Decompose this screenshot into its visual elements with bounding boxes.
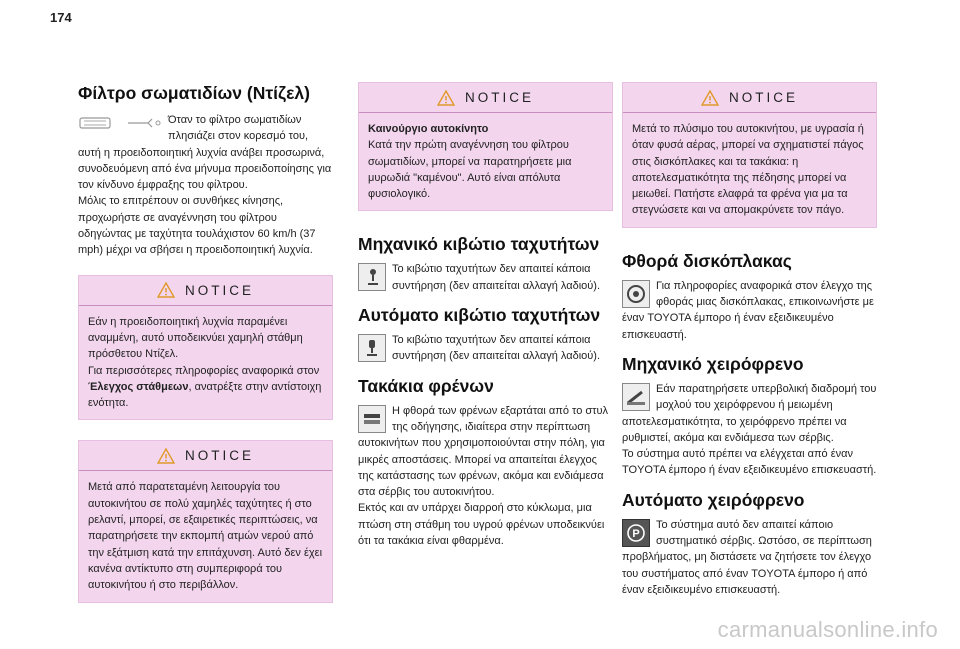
section-title-particle-filter: Φίλτρο σωματιδίων (Ντίζελ)	[78, 83, 310, 103]
dpf-icons	[78, 112, 162, 134]
brake-discs-block	[622, 278, 877, 343]
notice-header	[359, 83, 612, 113]
brake-discs-text: Για πληροφορίες αναφορικά στον έλεγχο της φθοράς μιας δισκόπλακας, επικοινωνήστε με έναν TOYOTA έμπορο ή έναν εξειδικευμένο επισκευαστή.	[622, 279, 874, 341]
automatic-gearbox-block	[358, 332, 613, 365]
warning-triangle-icon	[157, 448, 175, 464]
notice-box-new-vehicle	[358, 82, 613, 211]
manual-gearbox-icon	[358, 263, 386, 291]
parking-brake-lever-icon	[622, 383, 650, 411]
parking-brake-text: Εάν παρατηρήσετε υπερβολική διαδρομή του μοχλού του χειρόφρενου ή μειωμένη αποτελεσματικότητα, το χειρόφρενο πρέπει να ρυθμιστεί, ακόμα και ενδιάμεσα των σέρβις.	[622, 382, 877, 444]
column-3	[622, 82, 877, 598]
dpf-warning-icon	[78, 112, 162, 134]
notice-new-vehicle-text: Κατά την πρώτη αναγέννηση του φίλτρου σωματιδίων, μπορεί να παρατηρήσετε μια μυρωδιά "καμένου". Αυτό είναι απόλυτα φυσιολογικό.	[368, 139, 572, 201]
svg-text:P: P	[632, 527, 640, 540]
parking-brake-text-2: Το σύστημα αυτό πρέπει να ελέγχεται από έναν TOYOTA έμπορο ή έναν εξειδικευμένο επισκευαστή.	[622, 448, 877, 477]
manual-gearbox-block	[358, 261, 613, 294]
section-title-automatic-gearbox: Αυτόματο κιβώτιο ταχυτήτων	[358, 305, 601, 326]
particle-filter-intro	[78, 112, 333, 259]
reference-link-level-check: Έλεγχος στάθμεων	[88, 380, 189, 393]
reference-suffix: , ανατρέξτε στην αντίστοιχη ενότητα.	[88, 380, 322, 410]
column-2	[358, 82, 613, 549]
manual-gearbox-text: Το κιβώτιο ταχυτήτων δεν απαιτεί κάποια συντήρηση (δεν απαιτείται αλλαγή λαδιού).	[392, 263, 601, 292]
electric-parking-brake-icon	[622, 519, 650, 547]
warning-triangle-icon	[701, 90, 719, 106]
brake-pads-block	[358, 403, 613, 550]
notice-water-vapour-text: Μετά από παρατεταμένη λειτουργία του αυτοκινήτου σε πολύ χαμηλές ταχύτητες ή στο ρελαντί, μπορεί, σε εξαιρετικές περιπτώσεις, να παρατηρήσετε την εκπομπή ατμών νερού από την εξάτμιση κατά την επιτάχυνση. Αυτό δεν έχει κανένα αντίκτυπο στη συμπεριφορά του αυτοκινήτου ή στο περιβάλλον.	[88, 481, 323, 592]
notice-body	[88, 314, 323, 412]
section-title-manual-gearbox: Μηχανικό κιβώτιο ταχυτήτων	[358, 234, 600, 255]
section-title-brake-discs: Φθορά δισκόπλακας	[622, 250, 792, 271]
notice-header	[623, 83, 876, 113]
column-1	[78, 82, 333, 603]
brake-disc-icon	[622, 280, 650, 308]
notice-label: NOTICE	[184, 282, 254, 298]
notice-label: NOTICE	[184, 448, 254, 464]
section-title-brake-pads: Τακάκια φρένων	[358, 375, 494, 396]
brake-pads-text: Η φθορά των φρένων εξαρτάται από το στυλ της οδήγησης, ιδιαίτερα στην περίπτωση αυτοκινήτων που χρησιμοποιούνται στην πόλη, για μικρές αποστάσεις. Μπορεί να απαιτείται έλεγχος της κατάστασης των φρένων, ακόμα και ενδιάμεσα στα σέρβις του αυτοκινήτου.	[358, 404, 609, 499]
section-title-electric-parking-brake: Αυτόματο χειρόφρενο	[622, 489, 805, 510]
notice-box-ice	[622, 82, 877, 228]
automatic-gearbox-icon	[358, 334, 386, 362]
notice-header	[79, 441, 332, 471]
brake-pad-icon	[358, 405, 386, 433]
notice-ice-text: Μετά το πλύσιμο του αυτοκινήτου, με υγρασία ή όταν φυσά αέρας, μπορεί να σχηματιστεί πάγος στις δισκόπλακες και τα τακάκια: η αποτελεσματικότητα της πέδησης μπορεί να μειωθεί. Πατήστε ελαφρά τα φρένα για μα τα στεγνώσετε και να απομακρύνετε τον πάγο.	[632, 123, 864, 217]
notice-box-water-vapour	[78, 440, 333, 602]
parking-brake-block	[622, 381, 877, 479]
electric-parking-brake-block	[622, 517, 877, 598]
notice-new-vehicle-heading: Καινούργιο αυτοκίνητο	[368, 123, 489, 135]
reference-prefix: Για περισσότερες πληροφορίες αναφορικά στον	[88, 364, 320, 377]
notice-additive-text: Εάν η προειδοποιητική λυχνία παραμένει αναμμένη, αυτό υποδεικνύει χαμηλή στάθμη πρόσθετου Ντίζελ.	[88, 315, 303, 361]
warning-triangle-icon	[157, 282, 175, 298]
notice-box-additive	[78, 275, 333, 421]
notice-header	[79, 276, 332, 306]
electric-parking-brake-text: Το σύστημα αυτό δεν απαιτεί κάποιο συστηματικό σέρβις. Ωστόσο, σε περίπτωση προβλήματος, μη διστάσετε να ζητήσετε τον έλεγχο του συστήματος από έναν TOYOTA έμπορο ή από έναν εξειδικευμένο επισκευαστή.	[622, 518, 872, 596]
notice-label: NOTICE	[728, 90, 798, 105]
notice-additive-reference	[88, 363, 323, 412]
notice-label: NOTICE	[464, 90, 534, 105]
brake-pads-text-2: Εκτός και αν υπάρχει διαρροή στο κύκλωμα, μια πτώση στη στάθμη του υγρού φρένων υποδεικνύει ότι τα τακάκια είναι φθαρμένα.	[358, 502, 605, 548]
warning-triangle-icon	[437, 90, 455, 106]
page-number: 174	[50, 10, 72, 25]
particle-filter-regeneration-text: Μόλις το επιτρέπουν οι συνθήκες κίνησης, προχωρήστε σε αναγέννηση του φίλτρου οδηγώντας με ταχύτητα τουλάχιστον 60 km/h (37 mph) μέχρι να σβήσει η προειδοποιητική λυχνία.	[78, 195, 316, 257]
automatic-gearbox-text: Το κιβώτιο ταχυτήτων δεν απαιτεί κάποια συντήρηση (δεν απαιτείται αλλαγή λαδιού).	[392, 334, 601, 363]
notice-body	[368, 121, 603, 202]
section-title-parking-brake: Μηχανικό χειρόφρενο	[622, 353, 804, 374]
watermark: carmanualsonline.info	[717, 617, 938, 642]
particle-filter-intro-text: Όταν το φίλτρο σωματιδίων πλησιάζει στον κορεσμό του, αυτή η προειδοποιητική λυχνία ανάβει προσωρινά, συνοδευόμενη από ένα μήνυμα προειδοποίησης για τον κίνδυνο έμφραξης του φίλτρου.	[78, 114, 332, 192]
